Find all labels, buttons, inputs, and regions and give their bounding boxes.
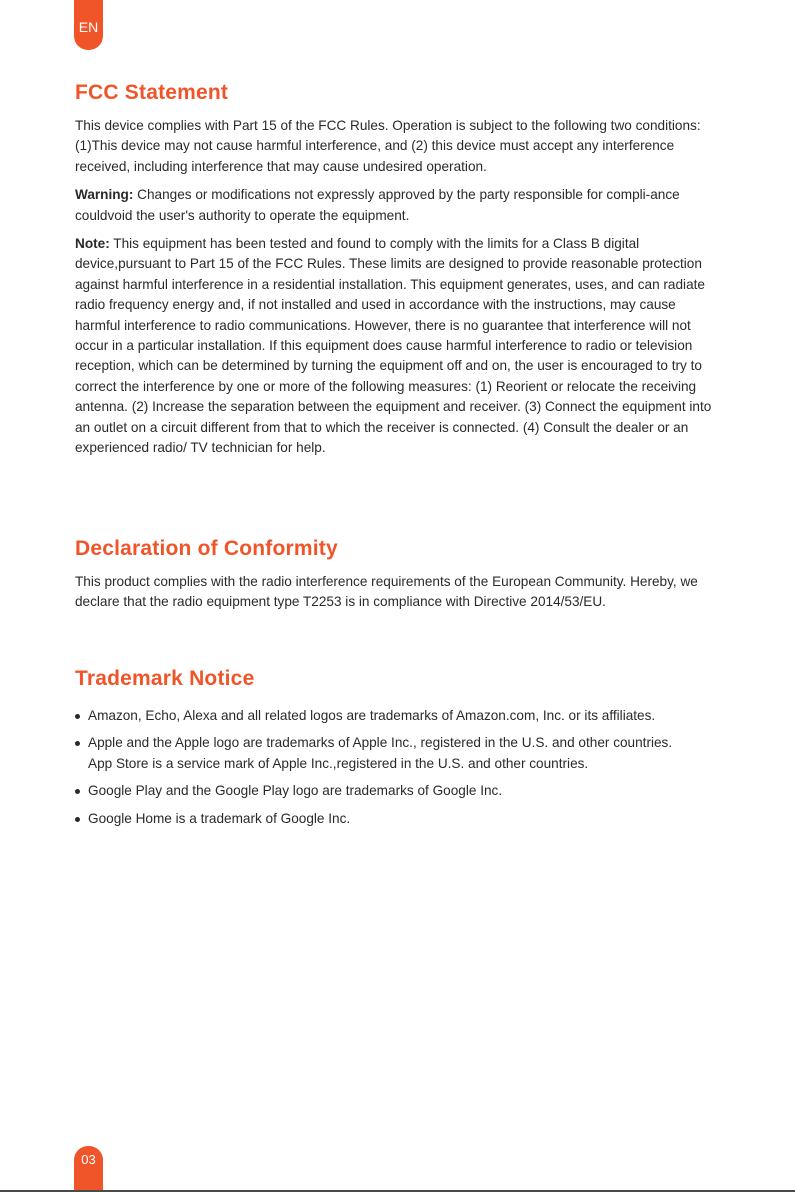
page-number-tab (74, 1146, 103, 1192)
bullet-icon (75, 789, 80, 794)
trademark-item-google-play (75, 781, 715, 801)
note-text: This equipment has been tested and found to comply with the limits for a Class B digital device,pursuant to Part 15 of the FCC Rules. These limits are designed to provide reasonable protection against harmful interference in a residential installation. This equipment generates, uses, and can radiate radio frequency energy and, if not installed and used in accordance with the instructions, may cause harmful interference to radio communications. However, there is no guarantee that interference will not occur in a particular installation. If this equipment does cause harmful interference to radio or television reception, which can be determined by turning the equipment off and on, the user is encouraged to try to correct the interference by one or more of the following measures: (1) Reorient or relocate the receiving antenna. (2) Increase the separation between the equipment and receiver. (3) Connect the equipment into an outlet on a circuit different from that to which the receiver is connected. (4) Consult the dealer or an experienced radio/ TV technician for help. (75, 236, 712, 456)
trademark-list (75, 706, 715, 829)
fcc-intro-paragraph: This device complies with Part 15 of the FCC Rules. Operation is subject to the following two conditions: (1)This device may not cause harmful interference, and (2) this device must accept any interference received, including interference that may cause undesired operation. (75, 118, 701, 174)
trademark-item-text-continued: App Store is a service mark of Apple Inc.,registered in the U.S. and other countries. (88, 755, 589, 771)
fcc-warning-paragraph (75, 185, 715, 226)
bullet-icon (75, 817, 80, 822)
trademark-item-text: Amazon, Echo, Alexa and all related logos are trademarks of Amazon.com, Inc. or its affiliates. (88, 708, 656, 723)
bullet-icon (75, 741, 80, 746)
declaration-paragraph: This product complies with the radio interference requirements of the European Community. Hereby, we declare that the radio equipment type T2253 is in compliance with Directive 2014/53/EU. (75, 574, 698, 610)
warning-text: Changes or modifications not expressly approved by the party responsible for compli-ance couldvoid the user's authority to operate the equipment. (75, 187, 680, 223)
trademark-item-text: Google Home is a trademark of Google Inc. (88, 810, 351, 826)
fcc-statement-section (75, 80, 715, 459)
trademark-item-text: Apple and the Apple logo are trademarks of Apple Inc., registered in the U.S. and other countries. (88, 735, 673, 751)
trademark-item-text: Google Play and the Google Play logo are trademarks of Google Inc. (88, 783, 503, 799)
warning-label: Warning: (75, 187, 134, 203)
fcc-note-paragraph (75, 234, 715, 458)
fcc-statement-title: FCC Statement (75, 81, 229, 104)
note-label: Note: (75, 236, 110, 252)
declaration-section (75, 536, 715, 613)
trademark-item-apple (75, 733, 715, 774)
language-tab-label: EN (78, 19, 99, 35)
trademark-item-amazon (75, 706, 715, 726)
trademark-section (75, 666, 715, 836)
language-tab (74, 0, 103, 50)
trademark-item-google-home (75, 809, 715, 829)
declaration-title: Declaration of Conformity (75, 537, 338, 560)
bullet-icon (75, 714, 80, 719)
trademark-title: Trademark Notice (75, 667, 255, 690)
page-number: 03 (81, 1152, 96, 1167)
